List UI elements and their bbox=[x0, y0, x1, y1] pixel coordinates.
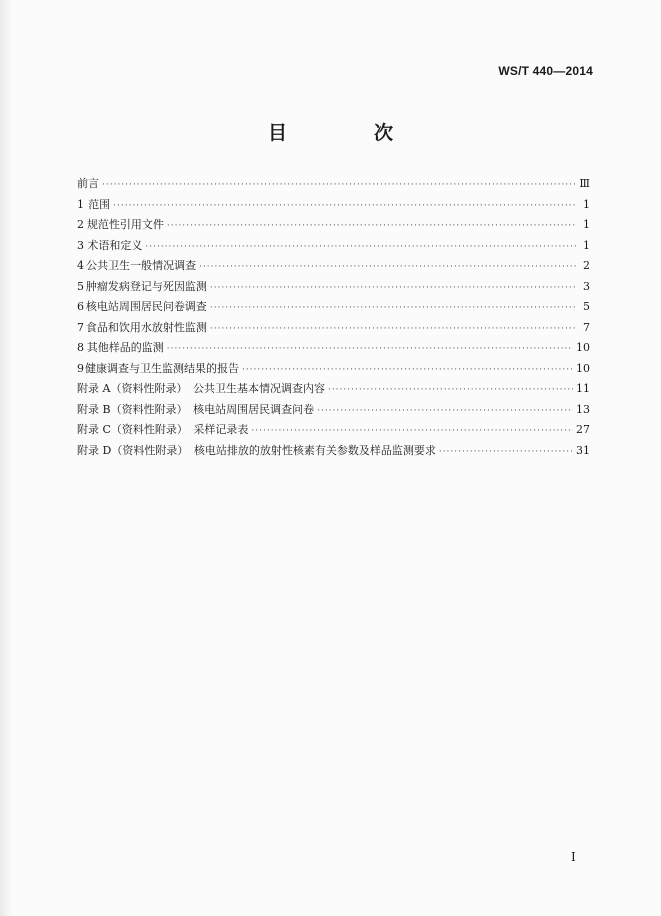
toc-page-number: 5 bbox=[583, 300, 590, 313]
toc-entry-label: 附录 D（资料性附录） 核电站排放的放射性核素有关参数及样品监测要求 bbox=[77, 443, 436, 457]
toc-entry-label: 前言 bbox=[77, 177, 99, 190]
toc-page-number: 1 bbox=[583, 238, 590, 252]
toc-leader-dots bbox=[242, 360, 573, 381]
toc-page-number: Ⅲ bbox=[579, 177, 590, 190]
standard-code: WS/T 440—2014 bbox=[498, 64, 593, 78]
toc-entry-label: 肿瘤发病登记与死因监测 bbox=[85, 279, 207, 293]
toc-leader-dots bbox=[113, 196, 577, 217]
toc-page-number: 1 bbox=[583, 218, 590, 231]
toc-entry-8[interactable] bbox=[77, 338, 590, 359]
toc-entry-label: 食品和饮用水放射性监测 bbox=[85, 320, 207, 334]
toc-page-number: 7 bbox=[583, 320, 590, 334]
toc-entry-label: 健康调查与卫生监测结果的报告 bbox=[84, 361, 239, 375]
toc-entry-6[interactable] bbox=[77, 297, 590, 318]
toc-entry-number: 7 bbox=[77, 320, 84, 334]
toc-page-number: 10 bbox=[576, 341, 590, 354]
toc-leader-dots bbox=[145, 237, 577, 258]
toc-entry-label: 范围 bbox=[88, 197, 111, 211]
toc-entry-number: 2 bbox=[77, 218, 84, 231]
toc-leader-dots bbox=[328, 380, 573, 401]
toc-page-number: 10 bbox=[576, 361, 590, 375]
toc-page-number: 2 bbox=[583, 259, 590, 272]
toc-page-number: 1 bbox=[583, 197, 590, 211]
toc-leader-dots bbox=[251, 421, 573, 442]
toc-entry-number: 4 bbox=[77, 259, 84, 272]
toc-entry-number: 5 bbox=[77, 279, 84, 293]
toc-entry-2[interactable] bbox=[77, 215, 590, 236]
toc-entry-3[interactable] bbox=[77, 236, 590, 257]
toc-entry-number: 8 bbox=[77, 341, 84, 354]
toc-entry-appendix-c[interactable] bbox=[77, 420, 590, 441]
toc-entry-label: 核电站周围居民问卷调查 bbox=[85, 300, 207, 313]
toc-entry-appendix-a[interactable] bbox=[77, 379, 590, 400]
toc-entry-label: 其他样品的监测 bbox=[86, 341, 164, 354]
toc-entry-7[interactable] bbox=[77, 318, 590, 339]
toc-entry-label: 术语和定义 bbox=[87, 238, 143, 252]
toc-entry-appendix-b[interactable] bbox=[77, 400, 590, 421]
toc-leader-dots bbox=[210, 278, 577, 299]
toc-leader-dots bbox=[210, 298, 577, 319]
toc-leader-dots bbox=[210, 319, 577, 340]
toc-page-number: 27 bbox=[576, 423, 590, 436]
toc-leader-dots bbox=[317, 401, 573, 422]
toc-entry-number: 6 bbox=[77, 300, 84, 313]
toc-entry-number: 1 bbox=[77, 197, 84, 211]
table-of-contents bbox=[77, 174, 590, 461]
toc-entry-foreword[interactable] bbox=[77, 174, 590, 195]
toc-entry-label: 规范性引用文件 bbox=[86, 218, 164, 231]
toc-entry-5[interactable] bbox=[77, 277, 590, 298]
toc-entry-label: 附录 A（资料性附录） 公共卫生基本情况调查内容 bbox=[77, 382, 325, 395]
toc-leader-dots bbox=[439, 442, 573, 463]
toc-leader-dots bbox=[102, 175, 576, 196]
toc-entry-number: 9 bbox=[77, 361, 84, 375]
toc-leader-dots bbox=[199, 257, 577, 278]
toc-page-number: 3 bbox=[583, 279, 590, 293]
toc-entry-1[interactable] bbox=[77, 195, 590, 216]
toc-leader-dots bbox=[167, 339, 573, 360]
toc-page-number: 13 bbox=[576, 402, 590, 416]
toc-entry-label: 附录 B（资料性附录） 核电站周围居民调查问卷 bbox=[77, 402, 315, 416]
toc-entry-label: 公共卫生一般情况调查 bbox=[86, 259, 197, 272]
toc-entry-4[interactable] bbox=[77, 256, 590, 277]
toc-entry-number: 3 bbox=[77, 238, 84, 252]
toc-page-number: 11 bbox=[576, 382, 590, 395]
toc-page-number: 31 bbox=[576, 443, 590, 457]
toc-leader-dots bbox=[167, 216, 577, 237]
toc-entry-label: 附录 C（资料性附录） 采样记录表 bbox=[77, 423, 249, 436]
toc-entry-9[interactable] bbox=[77, 359, 590, 380]
page-number: I bbox=[571, 850, 576, 864]
page-title: 目 次 bbox=[267, 122, 427, 144]
toc-entry-appendix-d[interactable] bbox=[77, 441, 590, 462]
